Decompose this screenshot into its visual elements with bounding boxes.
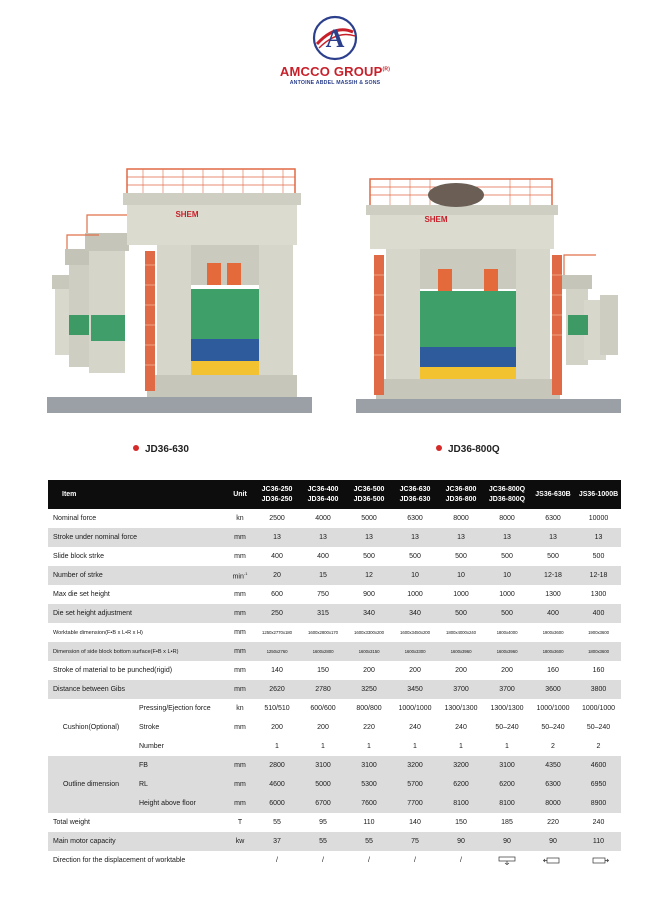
row-unit: [226, 737, 254, 756]
table-row-direction: [48, 851, 621, 870]
value-cell: 1250x2760: [254, 642, 300, 661]
value-cell: [484, 851, 530, 870]
value-cell: 500: [484, 604, 530, 623]
row-unit: [226, 604, 254, 623]
row-unit: [226, 528, 254, 547]
header-model: JC36-630 JD36-630: [392, 480, 438, 509]
value-cell: 1900x3600: [588, 630, 609, 635]
table-row: [48, 585, 621, 604]
value-cell: 13: [346, 528, 392, 547]
photo-caption-2: JD36-800Q: [436, 444, 500, 455]
table-row: [48, 737, 621, 756]
value-cell: 1: [413, 743, 417, 750]
unit-text: mm: [234, 610, 246, 617]
row-unit: [226, 661, 254, 680]
table-row: [48, 794, 621, 813]
value-cell: 13: [576, 528, 621, 547]
worktable-side-right-icon: [589, 857, 609, 864]
value-cell: 8900: [576, 794, 621, 813]
value-cell: 8100: [438, 794, 484, 813]
value-cell: 6300: [530, 775, 576, 794]
value-cell: 3700: [484, 680, 530, 699]
company-logo: [270, 14, 400, 90]
value-cell: 5700: [392, 775, 438, 794]
value-cell: 1600x2800x170: [308, 630, 338, 635]
value-cell: 400: [271, 553, 283, 560]
value-cell: 4350: [530, 756, 576, 775]
header-unit: Unit: [226, 480, 254, 509]
sub-row-label: Stroke: [139, 724, 160, 731]
value-cell: 400: [530, 604, 576, 623]
value-cell: 340: [346, 604, 392, 623]
value-cell: 4000: [315, 515, 331, 522]
value-cell: 510/510: [264, 705, 290, 712]
value-cell: 600: [271, 591, 283, 598]
row-label: Worktable dimension(F•B x L•R x H): [53, 629, 143, 636]
press-photo-jd36-800q: [356, 165, 621, 413]
value-cell: /: [460, 857, 462, 864]
value-cell: 1: [275, 743, 279, 750]
value-cell: 55: [300, 832, 346, 851]
value-cell: 1250x2770x180: [262, 630, 292, 635]
value-cell: 90: [438, 832, 484, 851]
value-cell: 3100: [484, 756, 530, 775]
table-row: [48, 528, 621, 547]
specifications-table: [48, 480, 621, 870]
value-cell: 1000/1000: [581, 705, 616, 712]
row-unit: mm: [226, 775, 254, 794]
table-row: [48, 566, 621, 585]
sub-row-label: Pressing/Ejection force: [139, 705, 211, 712]
sub-row-label: Height above floor: [134, 794, 226, 813]
row-unit: [226, 547, 254, 566]
value-cell: /: [322, 857, 324, 864]
value-cell: 1000: [407, 591, 423, 598]
unit-text: min: [232, 573, 244, 581]
value-cell: 1800x3600: [576, 642, 621, 661]
value-cell: 90: [484, 832, 530, 851]
value-cell: [576, 851, 621, 870]
value-cell: 200: [455, 667, 467, 674]
value-cell: 7600: [346, 794, 392, 813]
amcco-emblem-icon: [311, 14, 359, 62]
value-cell: 50–240: [586, 724, 611, 731]
value-cell: 150: [455, 819, 467, 826]
press-photo-jd36-630: [47, 165, 312, 413]
row-unit: [226, 585, 254, 604]
value-cell: 8000: [530, 794, 576, 813]
table-row: [48, 813, 621, 832]
value-cell: 1: [321, 743, 325, 750]
value-cell: 1000: [499, 591, 515, 598]
value-cell: 3700: [438, 680, 484, 699]
value-cell: 1800x3600: [530, 642, 576, 661]
row-label: Max die set height: [53, 591, 110, 598]
value-cell: 150: [317, 667, 329, 674]
table-row: [48, 547, 621, 566]
brand-subtitle: ANTOINE ABDEL MASSIH & SONS: [289, 80, 381, 86]
svg-text:A: A: [325, 24, 345, 53]
svg-text:SHEM: SHEM: [424, 215, 448, 224]
header-model: JC36-500 JD36-500: [346, 480, 392, 509]
value-cell: 13: [530, 528, 576, 547]
value-cell: 500: [592, 553, 605, 560]
value-cell: 5000: [361, 515, 377, 522]
value-cell: 250: [254, 604, 300, 623]
unit-text: mm: [234, 629, 246, 636]
value-cell: 50–240: [541, 724, 565, 731]
unit-text: mm: [234, 667, 246, 674]
value-cell: 400: [317, 553, 329, 560]
row-unit: mm: [226, 794, 254, 813]
unit-text: mm: [234, 553, 246, 560]
value-cell: 95: [319, 819, 327, 826]
value-cell: 1600x3450x200: [400, 630, 430, 635]
value-cell: 10: [438, 566, 484, 585]
value-cell: 12: [346, 566, 392, 585]
value-cell: 1900x3600: [542, 630, 564, 635]
row-unit: [226, 642, 254, 661]
value-cell: 3250: [346, 680, 392, 699]
value-cell: /: [368, 857, 370, 864]
value-cell: 3200: [392, 756, 438, 775]
header-model: JC36-800 JD36-800: [438, 480, 484, 509]
value-cell: 5000: [300, 775, 346, 794]
sub-row-label: Number: [139, 743, 164, 750]
table-row: [48, 832, 621, 851]
table-row: [48, 623, 621, 642]
brand-name: AMCCO $GROUP^{(R)}$: [279, 64, 391, 79]
value-cell: 600/600: [310, 705, 336, 712]
value-cell: 2: [596, 743, 601, 750]
table-row: [48, 718, 621, 737]
header-model: JC36-800Q JD36-800Q: [484, 480, 530, 509]
value-cell: 3450: [392, 680, 438, 699]
value-cell: 20: [254, 566, 300, 585]
header-model: JS36-630B: [530, 480, 576, 509]
value-cell: 13: [254, 528, 300, 547]
value-cell: 75: [392, 832, 438, 851]
value-cell: 1600x2800: [300, 642, 346, 661]
value-cell: 750: [317, 591, 329, 598]
value-cell: 1000/1000: [536, 705, 570, 712]
value-cell: 140: [271, 667, 283, 674]
value-cell: 6300: [545, 515, 561, 522]
row-label: Distance between Gibs: [48, 680, 226, 699]
row-unit: kw: [226, 832, 254, 851]
value-cell: 220: [363, 724, 375, 731]
value-cell: 500: [409, 553, 421, 560]
value-cell: 110: [576, 832, 621, 851]
header-model: JC36-250 JD36-250: [254, 480, 300, 509]
row-label: Direction for the displacement of worktable: [53, 857, 186, 864]
value-cell: 1000: [453, 591, 469, 598]
unit-text: mm: [234, 648, 246, 655]
value-cell: 800/800: [356, 705, 382, 712]
value-cell: 2800: [254, 756, 300, 775]
value-cell: 1600x3300: [392, 642, 438, 661]
value-cell: 6950: [576, 775, 621, 794]
value-cell: 140: [409, 819, 421, 826]
value-cell: 12-18: [576, 566, 621, 585]
value-cell: 110: [363, 819, 375, 826]
value-cell: 1300/1300: [490, 705, 524, 712]
row-unit: [226, 680, 254, 699]
value-cell: 160: [592, 667, 605, 674]
row-unit: mm: [234, 724, 246, 731]
value-cell: 3100: [346, 756, 392, 775]
worktable-front-out-icon: [498, 857, 516, 864]
value-cell: 1800x4000: [496, 630, 518, 635]
unit-text: mm: [234, 686, 246, 693]
value-cell: 240: [455, 724, 467, 731]
row-label: Number of strke: [48, 566, 226, 585]
value-cell: 1600x3150: [346, 642, 392, 661]
unit-text: mm: [234, 591, 246, 598]
photo-caption-1: JD36-630: [133, 444, 189, 455]
value-cell: 315: [300, 604, 346, 623]
group-label: Outline dimension: [48, 756, 134, 813]
value-cell: 2500: [269, 515, 285, 522]
value-cell: 185: [501, 819, 513, 826]
value-cell: 13: [300, 528, 346, 547]
value-cell: 340: [392, 604, 438, 623]
unit-text: kn: [236, 515, 244, 522]
value-cell: 1300/1300: [444, 705, 478, 712]
value-cell: 200: [409, 667, 421, 674]
value-cell: 500: [455, 553, 467, 560]
value-cell: 1800x4000x240: [446, 630, 476, 635]
row-label: Stroke under nominal force: [48, 528, 226, 547]
value-cell: 500: [547, 553, 559, 560]
row-label: Stroke of material to be punched(rigid): [53, 667, 173, 674]
value-cell: 3200: [438, 756, 484, 775]
value-cell: 1: [367, 743, 371, 750]
value-cell: 1600x3960: [438, 642, 484, 661]
value-cell: 12-18: [530, 566, 576, 585]
value-cell: 400: [576, 604, 621, 623]
row-unit: mm: [226, 756, 254, 775]
table-row: [48, 661, 621, 680]
value-cell: 200: [317, 724, 329, 731]
value-cell: 55: [273, 819, 281, 826]
sub-row-label: RL: [134, 775, 226, 794]
value-cell: 2780: [300, 680, 346, 699]
value-cell: 10: [392, 566, 438, 585]
row-label: Die set height adjustment: [48, 604, 226, 623]
row-unit: [226, 566, 254, 585]
unit-superscript: -1: [243, 570, 248, 576]
value-cell: 10: [484, 566, 530, 585]
value-cell: 500: [363, 553, 375, 560]
value-cell: 6700: [300, 794, 346, 813]
value-cell: 240: [409, 724, 421, 731]
table-header-row: [48, 480, 621, 509]
value-cell: 37: [254, 832, 300, 851]
row-label: Total weight: [53, 819, 90, 826]
value-cell: 13: [438, 528, 484, 547]
value-cell: 8100: [484, 794, 530, 813]
bullet-dot-icon: [436, 445, 442, 451]
value-cell: 6300: [407, 515, 423, 522]
row-unit: T: [237, 819, 243, 826]
value-cell: 6200: [484, 775, 530, 794]
value-cell: 90: [530, 832, 576, 851]
value-cell: 4600: [254, 775, 300, 794]
row-label: Nominal force: [53, 515, 97, 522]
value-cell: 13: [484, 528, 530, 547]
value-cell: 1: [459, 743, 463, 750]
value-cell: 7700: [392, 794, 438, 813]
row-label: Slide block strke: [53, 553, 104, 560]
value-cell: 240: [592, 819, 605, 826]
table-row: [48, 680, 621, 699]
value-cell: 15: [300, 566, 346, 585]
value-cell: 5300: [346, 775, 392, 794]
value-cell: /: [276, 857, 278, 864]
row-unit: kn: [236, 705, 244, 712]
table-row: [48, 642, 621, 661]
value-cell: 3100: [300, 756, 346, 775]
value-cell: 8000: [453, 515, 469, 522]
value-cell: 6200: [438, 775, 484, 794]
row-unit: [226, 509, 254, 528]
value-cell: 1600x3960: [484, 642, 530, 661]
value-cell: 50–240: [495, 724, 519, 731]
table-row: [48, 775, 621, 794]
unit-text: mm: [234, 534, 246, 541]
row-unit: [226, 623, 254, 642]
value-cell: 160: [547, 667, 559, 674]
value-cell: 1300: [545, 591, 561, 598]
row-label: Dimension of side block bottom surface(F•B x L•R): [48, 642, 226, 661]
value-cell: 500: [438, 604, 484, 623]
value-cell: 8000: [499, 515, 515, 522]
value-cell: 1600x3300x200: [354, 630, 384, 635]
value-cell: 1: [505, 743, 509, 750]
value-cell: 3600: [530, 680, 576, 699]
value-cell: /: [414, 857, 416, 864]
value-cell: 55: [346, 832, 392, 851]
value-cell: 13: [392, 528, 438, 547]
table-row: [48, 699, 621, 718]
table-row: [48, 604, 621, 623]
value-cell: 6000: [254, 794, 300, 813]
value-cell: 3800: [576, 680, 621, 699]
header-model: JC36-400 JD36-400: [300, 480, 346, 509]
value-cell: 200: [363, 667, 375, 674]
table-row: [48, 509, 621, 528]
header-item: Item: [48, 480, 226, 509]
bullet-dot-icon: [133, 445, 139, 451]
value-cell: 1000/1000: [398, 705, 432, 712]
value-cell: 2: [551, 743, 555, 750]
header-model: JS36-1000B: [576, 480, 621, 509]
value-cell: 4600: [576, 756, 621, 775]
worktable-side-left-icon: [543, 857, 563, 864]
value-cell: 200: [501, 667, 513, 674]
svg-text:SHEM: SHEM: [175, 210, 199, 219]
value-cell: 900: [363, 591, 375, 598]
value-cell: 1300: [590, 591, 607, 598]
sub-row-label: FB: [134, 756, 226, 775]
value-cell: 10000: [588, 515, 609, 522]
row-label: Main motor capacity: [48, 832, 226, 851]
value-cell: 500: [501, 553, 513, 560]
value-cell: 220: [547, 819, 559, 826]
value-cell: 2620: [254, 680, 300, 699]
table-row: [48, 756, 621, 775]
value-cell: 200: [271, 724, 283, 731]
group-label: Cushion(Optional): [48, 699, 134, 756]
value-cell: [530, 851, 576, 870]
